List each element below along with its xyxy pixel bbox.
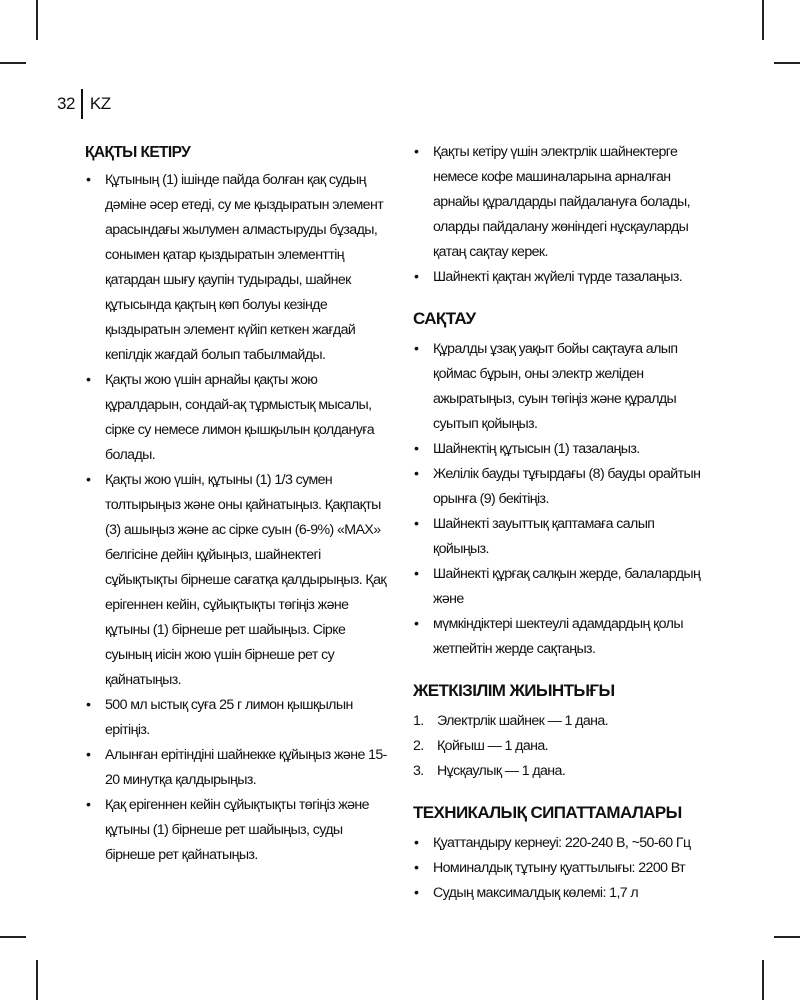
descaling-continued-list [413, 140, 713, 290]
list-item: • Шайнектің құтысын (1) тазалаңыз. [413, 437, 713, 462]
crop-mark-bottom-left [36, 960, 38, 1000]
crop-mark-top-right [762, 0, 764, 40]
list-item: • Желілік бауды тұғырдағы (8) бауды орайтын орынға (9) бекітіңіз. [413, 462, 713, 512]
crop-mark-top-left-horizontal [0, 62, 26, 64]
package-list [413, 709, 713, 784]
page-header [57, 88, 111, 120]
list-item: • Шайнекті зауыттық қаптамаға салып қойыңыз. [413, 512, 713, 562]
language-code: KZ [89, 94, 111, 113]
list-item: • Қақ ерігеннен кейін сұйықтықты төгіңіз және құтыны (1) бірнеше рет шайыңыз, суды бірнеше рет қайнатыңыз. [85, 793, 395, 868]
list-item: • Шайнекті құрғақ салқын жерде, балалардың және [413, 562, 713, 612]
list-text: Қойғыш — 1 дана. [437, 738, 548, 754]
storage-list [413, 337, 713, 662]
crop-mark-bottom-left-horizontal [0, 936, 26, 938]
crop-mark-bottom-right [762, 960, 764, 1000]
list-item: • Құтының (1) ішінде пайда болған қақ судың дәміне әсер етеді, су ме қыздыратын элемент арасындағы жылумен алмастыруды бұзады, сонымен қатар қыздыратын элементтің қатардан шығу қаупін тудырады, шайнек құтысында қақтың көп болуы кезінде қыздыратын элемент күйіп кеткен жағдай кепілдік жағдай болып табылмайды. [85, 168, 395, 368]
list-item: • Қақты кетіру үшін электрлік шайнектерге немесе кофе машиналарына арналған арнайы құралдарды пайдалануға болады, оларды пайдалану жөніндегі нұсқауларды қатаң сақтау керек. [413, 140, 713, 265]
descaling-list [85, 168, 395, 868]
list-item: • Шайнекті қақтан жүйелі түрде тазалаңыз. [413, 265, 713, 290]
section-title-descaling: ҚАҚТЫ КЕТІРУ [85, 144, 191, 161]
header-divider [81, 89, 83, 119]
list-item: • 500 мл ыстық суға 25 г лимон қышқылын ерітіңіз. [85, 693, 395, 743]
right-column [413, 140, 713, 906]
list-item [413, 709, 713, 734]
section-title-specs: ТЕХНИКАЛЫҚ СИПАТТАМАЛАРЫ [413, 803, 682, 822]
list-item: • Қақты жою үшін, құтыны (1) 1/3 сумен толтырыңыз және оны қайнатыңыз. Қақпақты (3) ашыңыз және ас сірке суын (6-9%) «MAX» белгісіне дейін құйыңыз, шайнектегі сұйықтықты бірнеше сағатқа қалдырыңыз. Қақ ерігеннен кейін, сұйықтықты төгіңіз және құтыны (1) бірнеше рет шайыңыз. Сірке суының иісін жою үшін бірнеше рет су қайнатыңыз. [85, 468, 395, 693]
list-text: Нұсқаулық — 1 дана. [437, 763, 566, 779]
list-item: • Судың максималдық көлемі: 1,7 л [413, 881, 713, 906]
list-number: 3. [413, 763, 424, 779]
list-item: • мүмкіндіктері шектеулі адамдардың қолы жетпейтін жерде сақтаңыз. [413, 612, 713, 662]
list-item [413, 734, 713, 759]
specs-list [413, 831, 713, 906]
list-item [413, 759, 713, 784]
list-item: • Құралды ұзақ уақыт бойы сақтауға алып қоймас бұрын, оны электр желіден ажыратыңыз, суын төгіңіз және құралды суытып қойыңыз. [413, 337, 713, 437]
list-text: Электрлік шайнек — 1 дана. [437, 713, 609, 729]
list-number: 2. [413, 738, 424, 754]
list-item: • Алынған ерітіндіні шайнекке құйыңыз және 15-20 минутқа қалдырыңыз. [85, 743, 395, 793]
crop-mark-top-right-horizontal [774, 62, 800, 64]
crop-mark-bottom-right-horizontal [774, 936, 800, 938]
section-title-storage: САҚТАУ [413, 309, 476, 328]
list-item: • Номиналдық тұтыну қуаттылығы: 2200 Вт [413, 856, 713, 881]
left-column [85, 140, 395, 868]
list-item: • Қақты жою үшін арнайы қақты жою құралдарын, сондай-ақ тұрмыстық мысалы, сірке су немесе лимон қышқылын қолдануға болады. [85, 368, 395, 468]
section-title-package: ЖЕТКІЗІЛІМ ЖИЫНТЫҒЫ [413, 681, 615, 700]
page-number: 32 [57, 94, 75, 113]
crop-mark-top-left [36, 0, 38, 40]
list-number: 1. [413, 713, 424, 729]
list-item: • Қуаттандыру кернеуі: 220-240 В, ~50-60 Гц [413, 831, 713, 856]
